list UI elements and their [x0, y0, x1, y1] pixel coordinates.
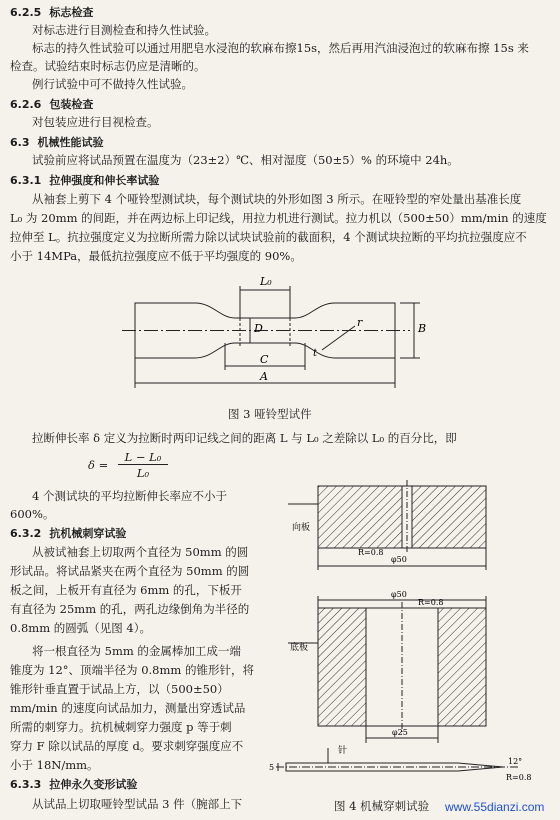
paragraph: 拉断伸长率 δ 定义为拉断时两印记线之间的距离 L 与 L₀ 之差除以 L₀ 的百分比，即: [32, 431, 457, 445]
section-title: 抗机械刺穿试验: [49, 527, 127, 540]
paragraph: 600%。: [10, 507, 55, 521]
label-radius-upper: R=0.8: [358, 548, 384, 557]
label-hole-diameter: φ25: [392, 728, 408, 737]
section-number: 6.2.6: [10, 98, 42, 111]
paragraph: 试验前应将试品预置在温度为（23±2）℃、相对湿度（50±5）% 的环境中 24h。: [32, 153, 459, 167]
paragraph: 检查。试验结束时标志仍应是清晰的。: [10, 59, 206, 73]
figure-4-caption: 图 4 机械穿刺试验: [334, 799, 430, 813]
paragraph: L₀ 为 20mm 的间距，并在两边标上印记线，用拉力机进行测试。拉力机以（500±50）mm/min 的速度: [10, 211, 547, 225]
label-A: A: [260, 370, 268, 383]
label-needle-diameter: 5: [269, 763, 275, 772]
section-heading-6-2-6: [10, 96, 93, 113]
paragraph: 4 个测试块的平均拉断伸长率应不小于: [32, 489, 227, 503]
figure-4-puncture-diagram: [268, 478, 558, 798]
paragraph-line: 有直径为 25mm 的孔，两孔边缘倒角为半径的: [10, 602, 250, 616]
paragraph-line: 板之间，上板开有直径为 6mm 的孔，下板开: [10, 583, 242, 597]
paragraph-line: 锥形针垂直置于试品上方，以（500±50）: [10, 682, 229, 696]
figure-3-dumbbell-diagram: [110, 268, 430, 398]
paragraph: 对标志进行目测检查和持久性试验。: [32, 23, 216, 37]
paragraph: 对包装应进行目视检查。: [32, 115, 159, 129]
label-diameter-lower: φ50: [391, 590, 407, 599]
paragraph: 小于 14MPa，最低抗拉强度应不低于平均强度的 90%。: [10, 249, 302, 263]
section-title: 拉伸强度和伸长率试验: [49, 174, 160, 187]
formula-numerator: L − L₀: [118, 450, 168, 465]
paragraph-line: 形试品。将试品紧夹在两个直径为 50mm 的圆: [10, 564, 250, 578]
label-upper-plate: 向板: [292, 523, 311, 533]
formula-lhs: δ =: [88, 458, 109, 472]
section-heading-6-3-3: [10, 776, 137, 793]
section-number: 6.3.1: [10, 174, 42, 187]
paragraph-line: 锥度为 12°、顶端半径为 0.8mm 的锥形针，将: [10, 663, 254, 677]
paragraph-line: 将一根直径为 5mm 的金属棒加工成一端: [32, 644, 241, 658]
paragraph-line: 穿力 F 除以试品的厚度 d。要求刺穿强度应不: [10, 739, 244, 753]
section-number: 6.3.2: [10, 527, 42, 540]
label-t: t: [313, 348, 318, 359]
section-number: 6.2.5: [10, 6, 42, 19]
label-D: D: [254, 322, 263, 335]
label-L0: L₀: [260, 275, 272, 288]
paragraph-line: 从被试袖套上切取两个直径为 50mm 的圆: [32, 545, 249, 559]
paragraph: 从试品上切取哑铃型试品 3 件（腕部上下: [32, 797, 243, 811]
section-title: 拉伸永久变形试验: [49, 778, 138, 791]
paragraph: 标志的持久性试验可以通过用肥皂水浸泡的软麻布擦15s，然后再用汽油浸泡过的软麻布擦 15s 来: [32, 41, 529, 55]
label-cone-angle: 12°: [508, 757, 523, 766]
section-heading-6-3-2: [10, 525, 126, 542]
watermark: www.55dianzi.com: [445, 800, 545, 814]
section-heading-6-3: [10, 134, 104, 151]
label-radius-lower: R=0.8: [418, 598, 444, 607]
label-r: r: [357, 316, 363, 329]
formula-denominator: L₀: [136, 466, 150, 480]
section-title: 标志检查: [49, 6, 94, 19]
label-diameter-upper: φ50: [391, 555, 407, 564]
paragraph-line: mm/min 的速度向试品加力，测量出穿透试品: [10, 701, 246, 715]
paragraph: 拉伸至 L。抗拉强度定义为拉断所需力除以试块试验前的截面积，4 个测试块拉断的平均抗拉强度应不: [10, 230, 527, 244]
paragraph-line: 小于 18N/mm。: [10, 758, 99, 772]
label-C: C: [260, 353, 269, 366]
paragraph-line: 所需的刺穿力。抗机械刺穿力强度 p 等于刺: [10, 720, 232, 734]
section-title: 包装检查: [49, 98, 94, 111]
label-B: B: [418, 322, 427, 335]
label-needle: 针: [338, 746, 348, 756]
section-number: 6.3.3: [10, 778, 42, 791]
label-lower-plate: 底板: [290, 643, 309, 653]
section-number: 6.3: [10, 136, 30, 149]
label-tip-radius: R=0.8: [506, 773, 532, 782]
section-heading-6-2-5: [10, 4, 93, 21]
paragraph: 例行试验中可不做持久性试验。: [32, 77, 193, 91]
section-heading-6-3-1: [10, 172, 159, 189]
section-title: 机械性能试验: [37, 136, 104, 149]
figure-3-caption: 图 3 哑铃型试件: [228, 407, 312, 421]
paragraph-line: 0.8mm 的圆弧（见图 4）。: [10, 621, 151, 635]
paragraph: 从袖套上剪下 4 个哑铃型测试块，每个测试块的外形如图 3 所示。在哑铃型的窄处量出基准长度: [32, 192, 522, 206]
